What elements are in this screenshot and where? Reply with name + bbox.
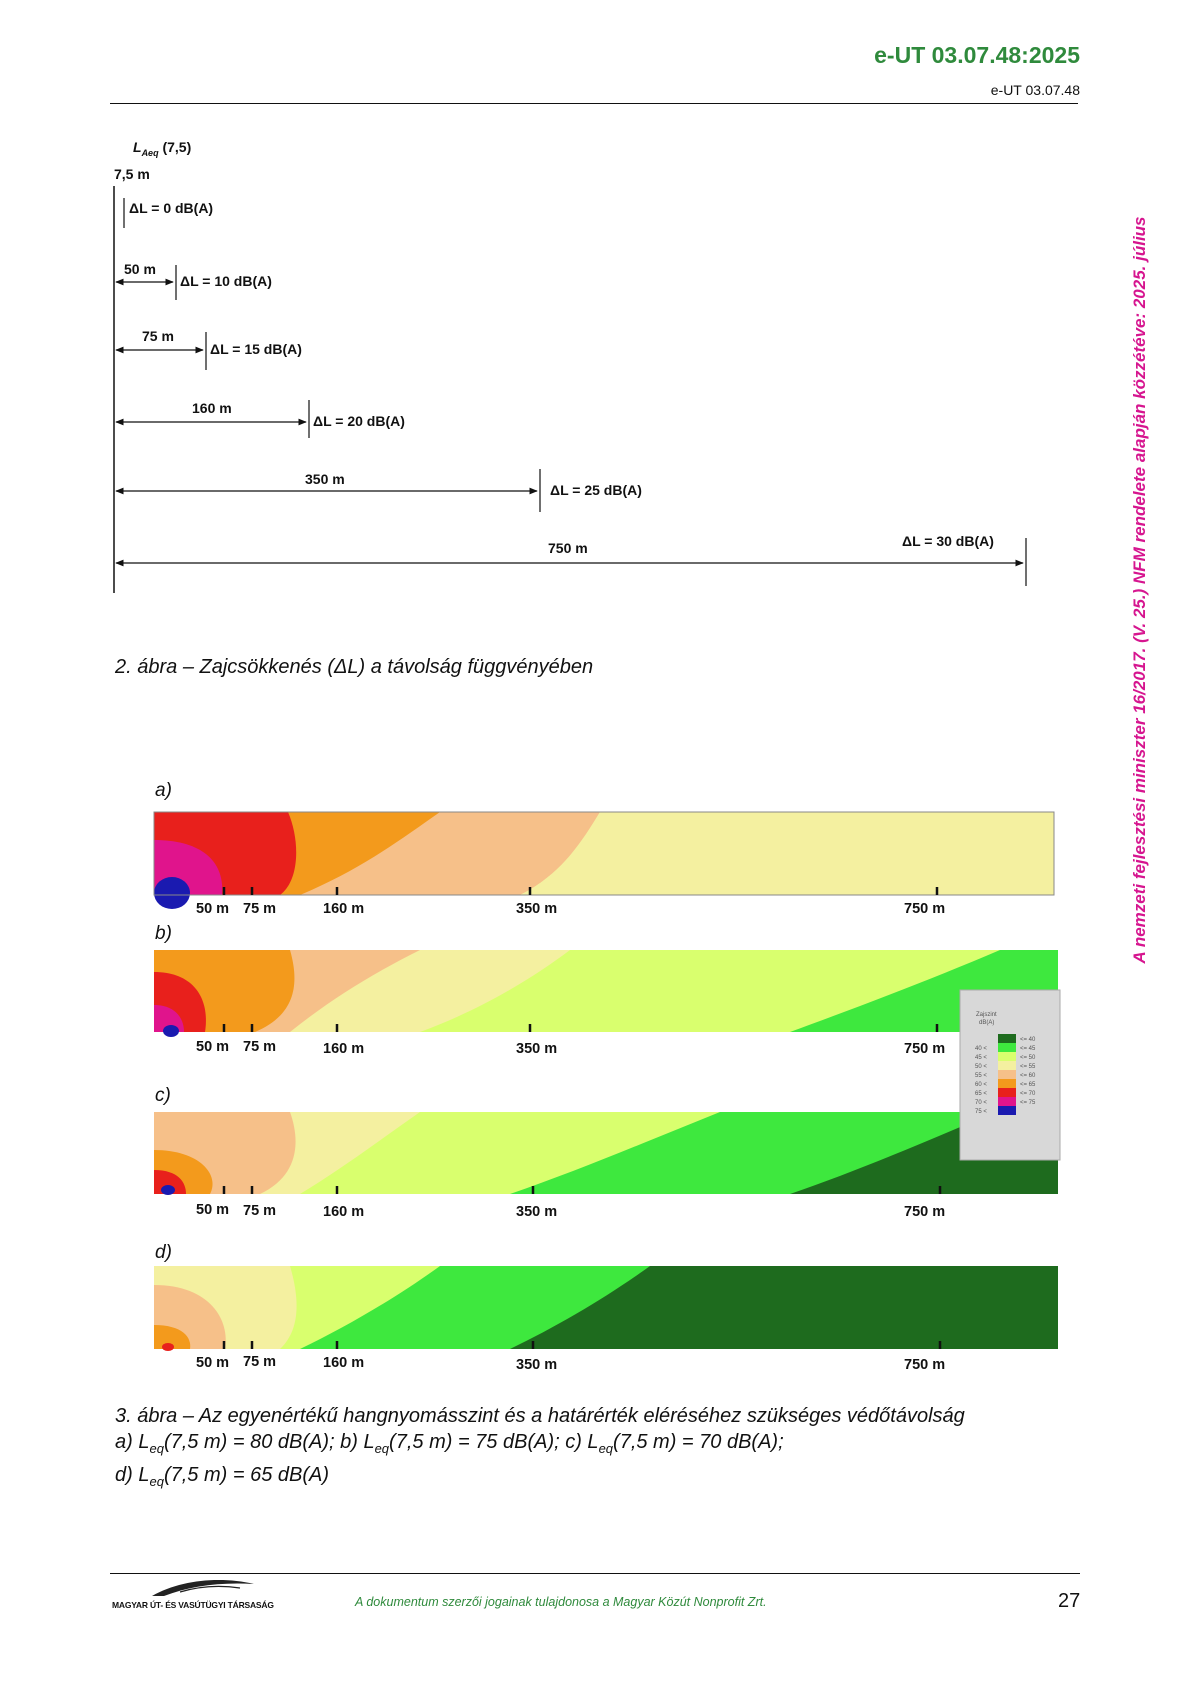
svg-text:50 m: 50 m [196,1355,230,1371]
legend-from-7: 70 < [975,1100,987,1106]
document-code: e-UT 03.07.48:2025 [874,42,1080,68]
side-publication-note: A nemzeti fejlesztési miniszter 16/2017. (V. 25.) NFM rendelete alapján közzétéve: 2025. július [1130,216,1149,964]
delta-label-4: ΔL = 25 dB(A) [550,482,642,498]
legend-from-3: 50 < [975,1064,987,1070]
noise-map-c [154,1112,1058,1195]
caption-line-2-run-4: (7,5 m) = 75 dB(A); c) L [389,1431,599,1453]
copyright-notice: A dokumentum szerzői jogainak tulajdonosa a Magyar Közút Nonprofit Zrt. [355,1595,767,1609]
svg-text:75 m: 75 m [243,1039,277,1055]
caption-line-2-run-2: (7,5 m) = 80 dB(A); b) L [163,1431,375,1453]
panel-d-distance-labels [196,1354,945,1373]
society-logo-icon [150,1576,260,1598]
legend-to-2: <= 50 [1020,1055,1036,1061]
legend-to-4: <= 60 [1020,1073,1036,1079]
svg-text:350 m: 350 m [516,1041,558,1057]
legend-from-1: 40 < [975,1046,987,1052]
distance-label-160: 160 m [192,400,232,416]
figure-3-caption-line-1: 3. ábra – Az egyenértékű hangnyomásszint és a határérték eléréséhez szükséges védőtávolság [115,1405,965,1427]
legend-from-5: 60 < [975,1082,987,1088]
figure-3-caption [115,1403,1075,1495]
delta-label-5: ΔL = 30 dB(A) [902,533,994,549]
noise-map-d [154,1266,1058,1351]
svg-text:750 m: 750 m [904,901,946,917]
svg-text:750 m: 750 m [904,1204,946,1220]
caption-line-2-run-6: (7,5 m) = 70 dB(A); [613,1431,784,1453]
legend-from-6: 65 < [975,1091,987,1097]
noise-map-b [154,950,1058,1037]
legend-swatch-4 [998,1070,1016,1079]
footer-rule [110,1573,1080,1574]
svg-text:350 m: 350 m [516,1204,558,1220]
legend-to-3: <= 55 [1020,1064,1036,1070]
panel-b-distance-labels [196,1039,945,1057]
svg-text:160 m: 160 m [323,1041,365,1057]
legend-swatch-0 [998,1034,1016,1043]
legend-to-1: <= 45 [1020,1046,1036,1052]
svg-text:160 m: 160 m [323,1355,365,1371]
svg-text:350 m: 350 m [516,1357,558,1373]
svg-text:Zajszint: Zajszint [976,1012,997,1018]
page-number: 27 [1058,1590,1081,1612]
legend-from-4: 55 < [975,1073,987,1079]
panel-a-distance-labels [196,901,945,917]
svg-text:350 m: 350 m [516,901,558,917]
delta-label-1: ΔL = 10 dB(A) [180,273,272,289]
legend-swatch-5 [998,1079,1016,1088]
legend-swatch-2 [998,1052,1016,1061]
svg-text:50 m: 50 m [196,1039,230,1055]
legend-swatch-1 [998,1043,1016,1052]
legend-swatch-7 [998,1097,1016,1106]
caption-line-2-run-0: a) L [115,1431,150,1453]
svg-text:dB(A): dB(A) [979,1020,995,1026]
panel-label-c: c) [155,1085,171,1106]
legend-swatch-3 [998,1061,1016,1070]
figure-2-caption: 2. ábra – Zajcsökkenés (ΔL) a távolság függvényében [115,656,594,678]
svg-text:160 m: 160 m [323,901,365,917]
delta-label-2: ΔL = 15 dB(A) [210,341,302,357]
figure-3-caption-line-2 [115,1429,1075,1462]
legend-swatch-6 [998,1088,1016,1097]
svg-text:160 m: 160 m [323,1204,365,1220]
svg-text:75 m: 75 m [243,1354,277,1370]
caption-line-3-run-0: d) L [115,1464,150,1486]
legend-swatch-8 [998,1106,1016,1115]
society-logo-text: MAGYAR ÚT- ÉS VASÚTÜGYI TÁRSASÁG [112,1600,274,1610]
noise-map-a [154,812,1054,909]
legend-to-7: <= 75 [1020,1100,1036,1106]
panel-label-b: b) [155,923,172,944]
caption-line-2-run-3: eq [374,1441,390,1456]
reference-distance-label: 7,5 m [114,166,150,182]
panel-label-a: a) [155,780,172,801]
distance-label-350: 350 m [305,471,345,487]
panel-label-d: d) [155,1242,172,1263]
document-subcode: e-UT 03.07.48 [990,82,1080,98]
distance-label-75: 75 m [142,328,174,344]
legend-from-2: 45 < [975,1055,987,1061]
delta-label-3: ΔL = 20 dB(A) [313,413,405,429]
svg-text:750 m: 750 m [904,1041,946,1057]
caption-line-3-run-1: eq [149,1474,164,1489]
distance-label-750: 750 m [548,540,588,556]
svg-text:50 m: 50 m [196,901,230,917]
panel-c-distance-labels [196,1202,945,1220]
laeq-label: $L_{Aeq}$ (7,5) [133,139,192,158]
legend-to-6: <= 70 [1020,1091,1036,1097]
legend-to-0: <= 40 [1020,1037,1036,1043]
caption-line-2-run-5: eq [598,1441,614,1456]
caption-line-2-run-1: eq [149,1441,164,1456]
svg-text:75 m: 75 m [243,901,277,917]
svg-text:750 m: 750 m [904,1357,946,1373]
noise-level-legend [960,990,1060,1160]
legend-to-5: <= 65 [1020,1082,1036,1088]
legend-from-8: 75 < [975,1109,987,1115]
svg-text:50 m: 50 m [196,1202,230,1218]
figure-3-caption-line-3 [115,1462,1075,1495]
caption-line-3-run-2: (7,5 m) = 65 dB(A) [163,1464,329,1486]
delta-label-0: ΔL = 0 dB(A) [129,200,214,216]
svg-text:75 m: 75 m [243,1203,277,1219]
distance-label-50: 50 m [124,261,156,277]
